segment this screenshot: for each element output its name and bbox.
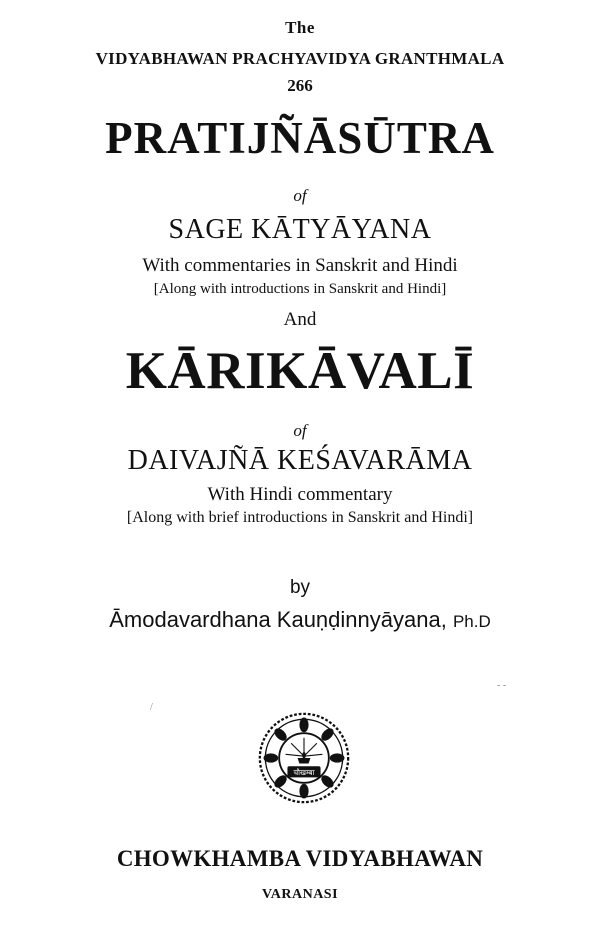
work1-author: SAGE KĀTYĀYANA bbox=[168, 214, 432, 245]
work2-description: With Hindi commentary bbox=[207, 484, 393, 505]
editor-degree: Ph.D bbox=[452, 612, 491, 631]
by-label: by bbox=[289, 577, 311, 598]
publisher-name: CHOWKHAMBA VIDYABHAWAN bbox=[116, 846, 484, 871]
publisher-place: VARANASI bbox=[261, 887, 339, 902]
work1-note: [Along with introductions in Sanskrit and Hindi] bbox=[153, 281, 447, 297]
editor-credit bbox=[0, 607, 600, 633]
series-the: The bbox=[285, 18, 315, 37]
series-name: VIDYABHAWAN PRACHYAVIDYA GRANTHMALA bbox=[95, 49, 505, 68]
publisher-seal-icon bbox=[258, 712, 350, 804]
series-number: 266 bbox=[287, 76, 313, 95]
work1-of: of bbox=[293, 186, 307, 205]
work1-description: With commentaries in Sanskrit and Hindi bbox=[142, 255, 458, 276]
seal-text: चौखम्बा bbox=[293, 768, 315, 778]
work2-of: of bbox=[293, 421, 307, 440]
work2-title: KĀRIKĀVALĪ bbox=[125, 342, 475, 400]
work2-note: [Along with brief introductions in Sanskrit and Hindi] bbox=[126, 509, 474, 526]
scan-speck: - - bbox=[497, 680, 507, 691]
scan-speck: / bbox=[150, 702, 153, 713]
editor-name: Āmodavardhana Kauṇḍinnyāyana, bbox=[109, 607, 447, 632]
and-connector: And bbox=[283, 309, 317, 330]
work1-title: PRATIJÑĀSŪTRA bbox=[105, 113, 495, 163]
work2-author: DAIVAJÑĀ KEŚAVARĀMA bbox=[127, 445, 473, 476]
